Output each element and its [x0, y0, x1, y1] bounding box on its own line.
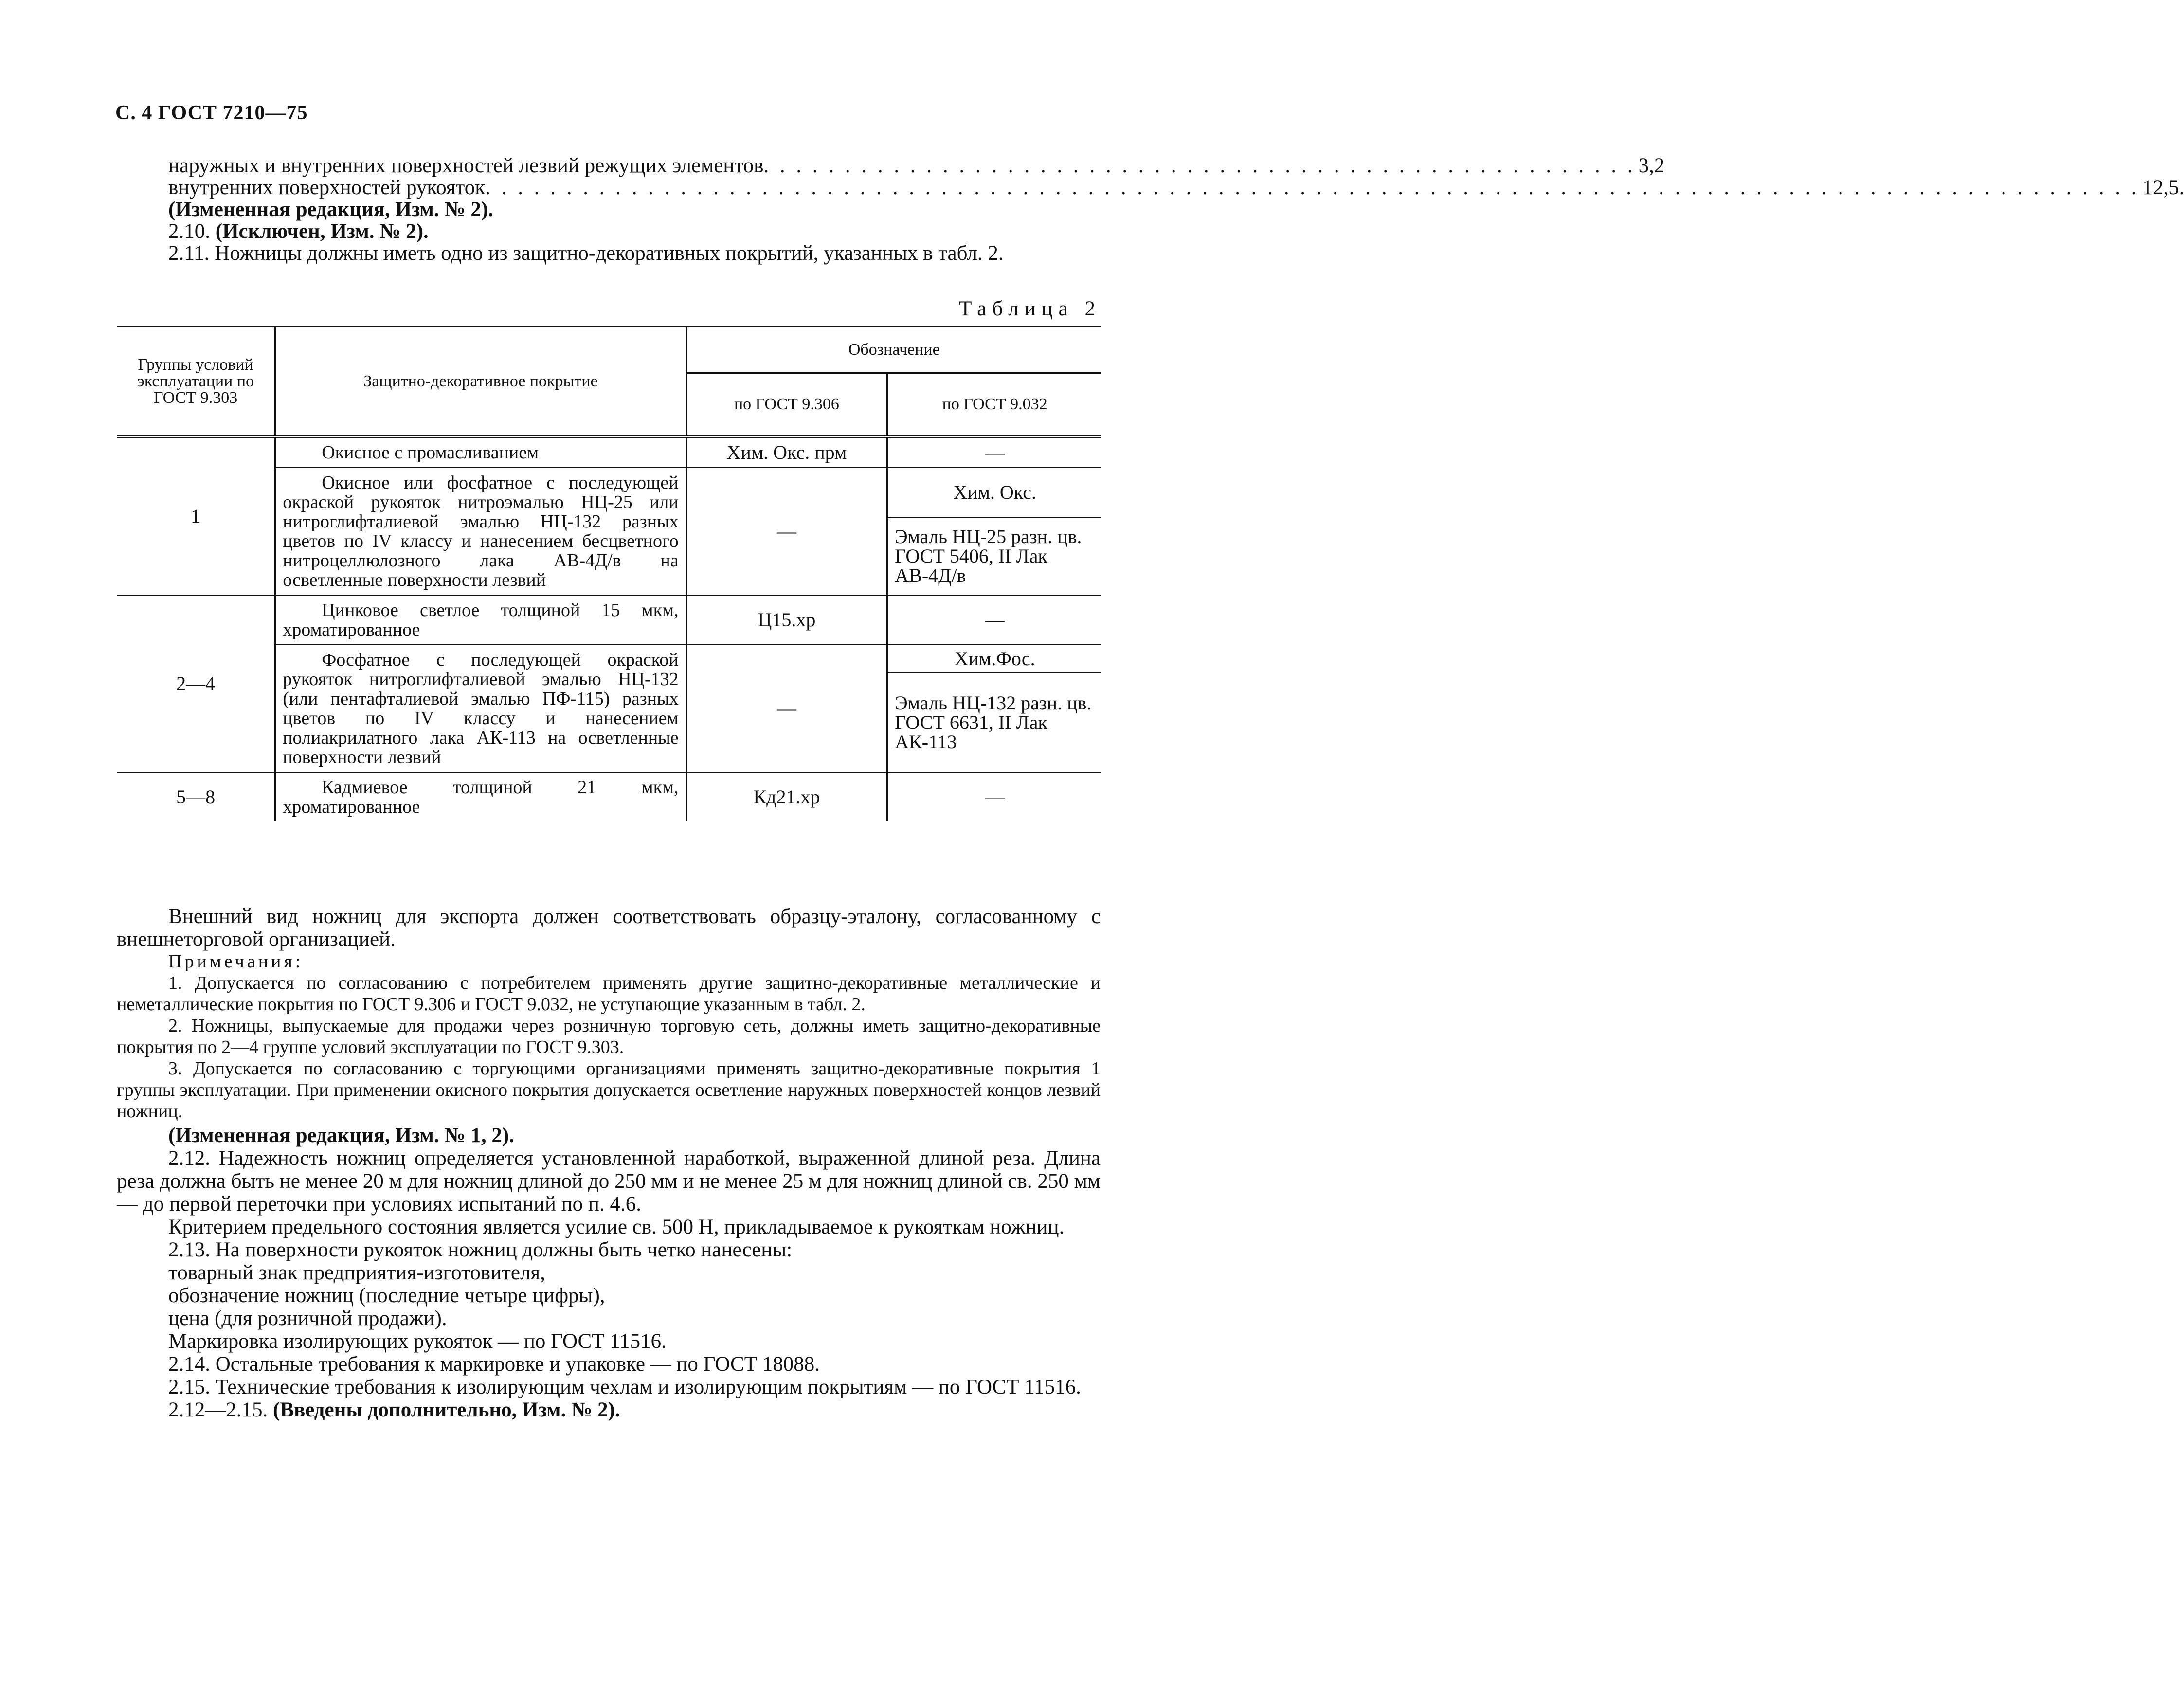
gost-9032-cell: —: [887, 595, 1101, 645]
header-gost-9306: по ГОСТ 9.306: [686, 373, 887, 437]
table-row: [117, 436, 1101, 468]
coating-cell: Окисное с промасливанием: [275, 436, 686, 468]
list-item: цена (для розничной продажи).: [168, 1307, 447, 1330]
roughness-line-1: [168, 154, 1665, 177]
clause-2-14: 2.14. Остальные требования к маркировке и упаковке — по ГОСТ 18088.: [168, 1353, 820, 1376]
roughness-value-2: 12,5.: [2142, 176, 2184, 199]
coatings-table: [117, 326, 1101, 821]
gost-9306-cell: Кд21.хр: [686, 772, 887, 821]
gost-9306-cell: —: [686, 645, 887, 772]
header-coating: Защитно-декоративное покрытие: [275, 327, 686, 437]
leader-dots: . . . . . . . . . . . . . . . . . . . . . . . . . . . . . . . . . . . . . . . . . . . . . . . . . . . . . . . . . . . . . . . . . . . . . . . . . . . . . . . . . . . . . . . . . . . . . . . . . . . . . .: [485, 176, 2140, 199]
clause-text: (Исключен, Изм. № 2).: [215, 220, 429, 243]
coating-cell: Кадмиевое толщиной 21 мкм, хроматированное: [275, 772, 686, 821]
notes-title: Примечания:: [168, 951, 304, 972]
clause-2-10: [117, 220, 1101, 242]
notes-block: [117, 951, 1101, 1122]
group-cell: 2—4: [117, 595, 275, 772]
export-appearance-text: Внешний вид ножниц для экспорта должен соответствовать образцу-эталону, согласованному с внешнеторговой организацией.: [117, 905, 1101, 951]
list-item: Маркировка изолирующих рукояток — по ГОСТ 11516.: [168, 1330, 667, 1353]
gost-9032-cell: Хим. Окс.: [887, 468, 1101, 518]
clause-2-15: 2.15. Технические требования к изолирующим чехлам и изолирующим покрытиям — по ГОСТ 11516.: [168, 1376, 1081, 1398]
amendment-note: (Измененная редакция, Изм. № 1, 2).: [168, 1124, 514, 1147]
gost-9032-cell: —: [887, 772, 1101, 821]
list-item: товарный знак предприятия-изготовителя,: [168, 1261, 545, 1284]
group-cell: 1: [117, 436, 275, 595]
coating-cell: Цинковое светлое толщиной 15 мкм, хроматированное: [275, 595, 686, 645]
clause-2-11: 2.11. Ножницы должны иметь одно из защитно-декоративных покрытий, указанных в табл. 2.: [168, 242, 1004, 265]
table-row: [117, 772, 1101, 821]
group-cell: 5—8: [117, 772, 275, 821]
note-1: 1. Допускается по согласованию с потребителем применять другие защитно-декоративные металлические и неметаллические покрытия по ГОСТ 9.306 и ГОСТ 9.032, не уступающие указанным в табл. 2.: [117, 973, 1101, 1015]
marking-list: [117, 1261, 1101, 1353]
clause-2-13: 2.13. На поверхности рукояток ножниц должны быть четко нанесены:: [168, 1238, 793, 1261]
header-designation: Обозначение: [686, 327, 1101, 373]
gost-9306-cell: Ц15.хр: [686, 595, 887, 645]
gost-9032-cell: Хим.Фос.: [887, 645, 1101, 673]
coating-cell: Окисное или фосфатное с последующей окраской рукояток нитроэмалью НЦ-25 или нитроглифталиевой эмалью НЦ-132 разных цветов по IV классу и нанесением бесцветного нитроцеллюлозного лака АВ-4Д/в на осветленные поверхности лезвий: [275, 468, 686, 595]
header-gost-9032: по ГОСТ 9.032: [887, 373, 1101, 437]
header-group: Группы условий эксплуатации по ГОСТ 9.303: [117, 327, 275, 437]
criterion-text: Критерием предельного состояния является усилие св. 500 Н, прикладываемое к рукояткам ножниц.: [168, 1216, 1065, 1238]
coating-cell: Фосфатное с последующей окраской рукояток нитроглифталиевой эмалью НЦ-132 (или пентафталиевой эмалью ПФ-115) разных цветов по IV классу и нанесением полиакрилатного лака АК-113 на осветленные поверхности лезвий: [275, 645, 686, 772]
gost-9032-cell: Эмаль НЦ-132 разн. цв. ГОСТ 6631, II Лак АК-113: [887, 673, 1101, 772]
page-header: С. 4 ГОСТ 7210—75: [115, 102, 308, 124]
clause-number: 2.10.: [168, 220, 210, 243]
roughness-label-2: внутренних поверхностей рукояток: [168, 176, 486, 199]
lead-text: [117, 154, 2184, 265]
clause-2-12: 2.12. Надежность ножниц определяется установленной наработкой, выраженной длиной реза. Длина реза должна быть не менее 20 м для ножниц длиной до 250 мм и не менее 25 м для ножниц длиной св. 250 мм — до первой переточки при условиях испытаний по п. 4.6.: [117, 1147, 1101, 1216]
note-3: 3. Допускается по согласованию с торгующими организациями применять защитно-декоративные покрытия 1 группы эксплуатации. При применении окисного покрытия допускается осветление наружных поверхностей концов лезвий ножниц.: [117, 1058, 1101, 1122]
clause-text: (Введены дополнительно, Изм. № 2).: [273, 1398, 620, 1421]
roughness-label-1: наружных и внутренних поверхностей лезвий режущих элементов: [168, 154, 764, 177]
leader-dots: . . . . . . . . . . . . . . . . . . . . . . . . . . . . . . . . . . . . . . . . . . . . . . . . . . . . . .: [763, 154, 1636, 177]
gost-9306-cell: —: [686, 468, 887, 595]
table-row: [117, 595, 1101, 645]
gost-9032-cell: —: [887, 436, 1101, 468]
body-text: [117, 905, 1101, 1421]
note-2: 2. Ножницы, выпускаемые для продажи через розничную торговую сеть, должны иметь защитно-декоративные покрытия по 2—4 группе условий эксплуатации по ГОСТ 9.303.: [117, 1016, 1101, 1057]
amendment-note: (Измененная редакция, Изм. № 2).: [168, 198, 493, 221]
gost-9306-cell: Хим. Окс. прм: [686, 436, 887, 468]
roughness-value-1: 3,2: [1638, 154, 1665, 177]
clause-final: [117, 1398, 1101, 1421]
gost-9032-cell: Эмаль НЦ-25 разн. цв. ГОСТ 5406, II Лак АВ-4Д/в: [887, 518, 1101, 595]
roughness-line-2: [168, 176, 2184, 199]
list-item: обозначение ножниц (последние четыре цифры),: [168, 1284, 605, 1307]
table-label: Таблица 2: [959, 297, 1101, 320]
clause-number: 2.12—2.15.: [168, 1398, 268, 1421]
